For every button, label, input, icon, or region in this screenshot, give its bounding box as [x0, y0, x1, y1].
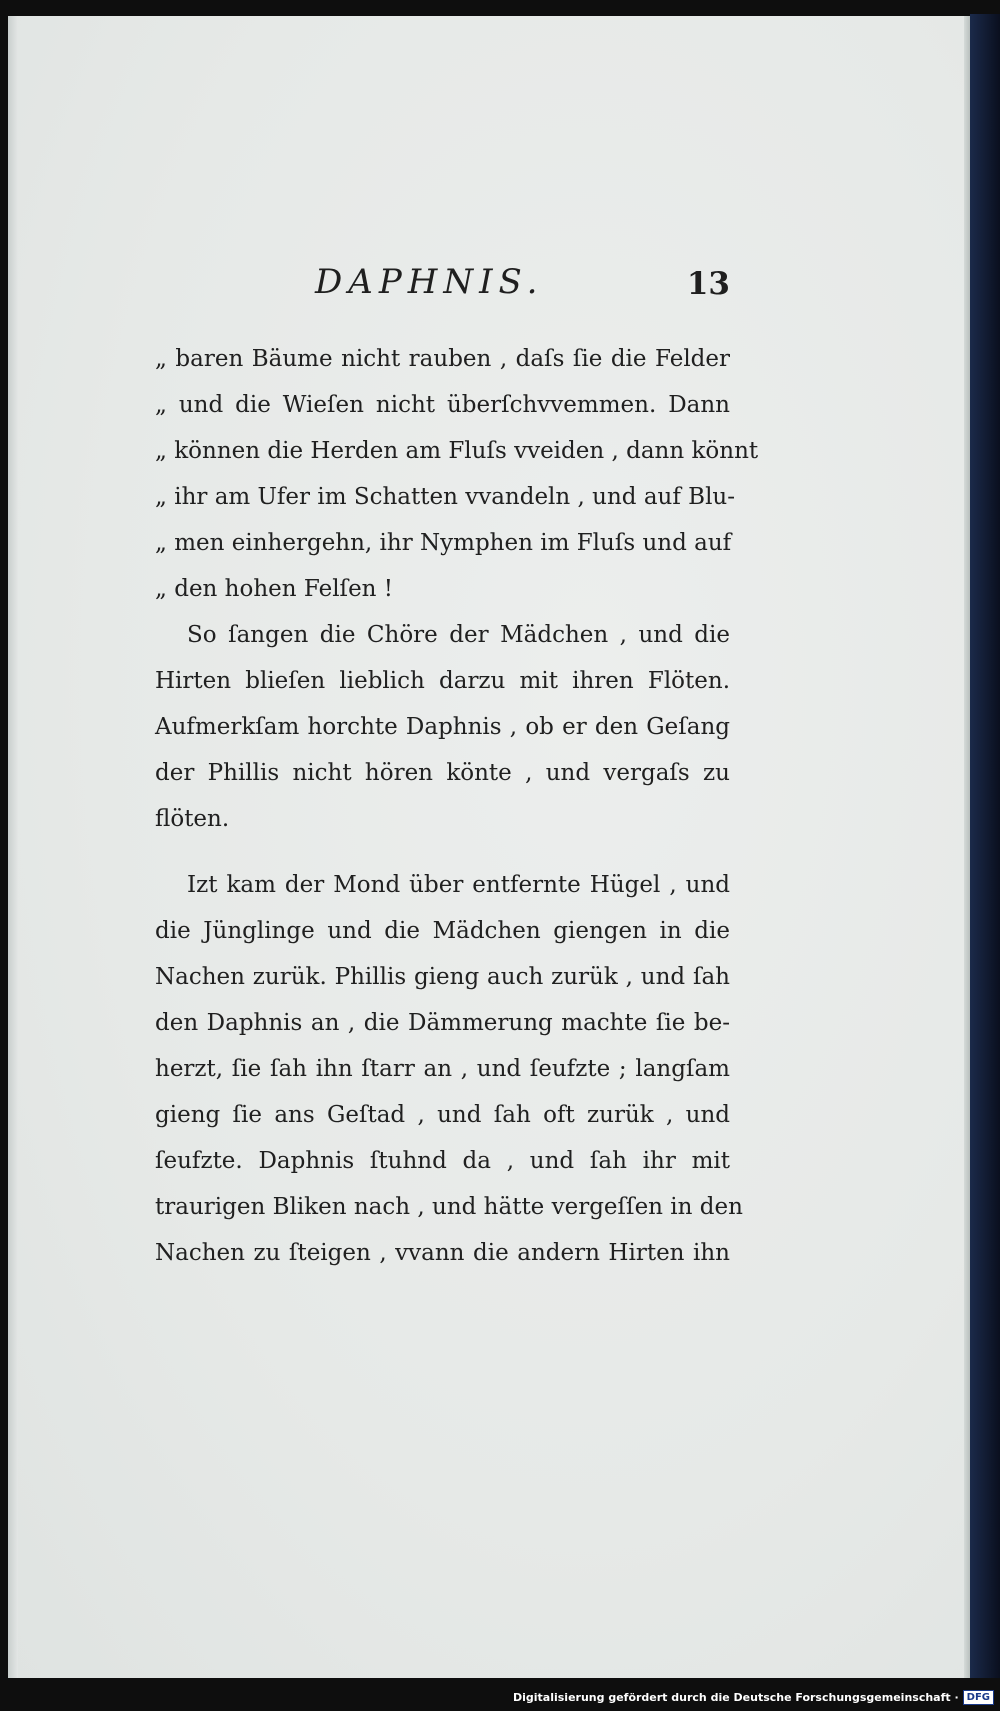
text-line: Aufmerkſam horchte Daphnis , ob er den Geſang [155, 714, 730, 740]
credit-text: Digitalisierung gefördert durch die Deutsche Forschungsgemeinschaft · [512, 1690, 959, 1704]
body-text [155, 336, 759, 1276]
text-line: ſeufzte. Daphnis ſtuhnd da , und ſah ihr mit [155, 1148, 730, 1174]
text-line: der Phillis nicht hören könte , und vergaſs zu [155, 760, 730, 786]
text-line: die Jünglinge und die Mädchen giengen in die [155, 918, 730, 944]
text-line: So ſangen die Chöre der Mädchen , und die [187, 622, 730, 648]
text-line: den Daphnis an , die Dämmerung machte ſie be- [155, 1010, 730, 1036]
paragraph-1 [155, 336, 759, 612]
running-title: DAPHNIS. [315, 262, 544, 302]
page-right-edge [964, 16, 970, 1678]
text-line: „ ihr am Ufer im Schatten vvandeln , und auf Blu- [155, 484, 736, 510]
text-line: traurigen Bliken nach , und hätte vergeſſen in den [155, 1194, 743, 1220]
text-line: „ den hohen Felſen ! [155, 576, 394, 602]
page-number: 13 [686, 266, 730, 302]
text-line: Nachen zu ſteigen , vvann die andern Hirten ihn [155, 1240, 730, 1266]
page-left-edge [8, 16, 18, 1678]
text-line: flöten. [155, 806, 230, 832]
text-line: „ baren Bäume nicht rauben , daſs ſie die Felder [155, 346, 730, 372]
dfg-logo: DFG [963, 1690, 994, 1705]
text-line: gieng ſie ans Geſtad , und ſah oft zurük , und [155, 1102, 730, 1128]
paragraph-3 [155, 862, 743, 1276]
paragraph-2 [155, 612, 730, 842]
text-line: Izt kam der Mond über entfernte Hügel , und [187, 872, 730, 898]
text-line: „ können die Herden am Fluſs vveiden , dann könnt [155, 438, 759, 464]
text-line: „ men einhergehn, ihr Nymphen im Fluſs und auf [155, 530, 732, 556]
text-line: Hirten blieſen lieblich darzu mit ihren Flöten. [155, 668, 730, 694]
text-line: Nachen zurük. Phillis gieng auch zurük , und ſah [155, 964, 730, 990]
scan-background-strip [970, 14, 1000, 1678]
text-line: „ und die Wieſen nicht überſchvvemmen. Dann [155, 392, 730, 418]
text-line: herzt, ſie ſah ihn ſtarr an , und ſeufzte ; langſam [155, 1056, 730, 1082]
paragraph-gap [155, 842, 730, 862]
page-header [155, 262, 730, 302]
digitization-credit [513, 1688, 994, 1706]
